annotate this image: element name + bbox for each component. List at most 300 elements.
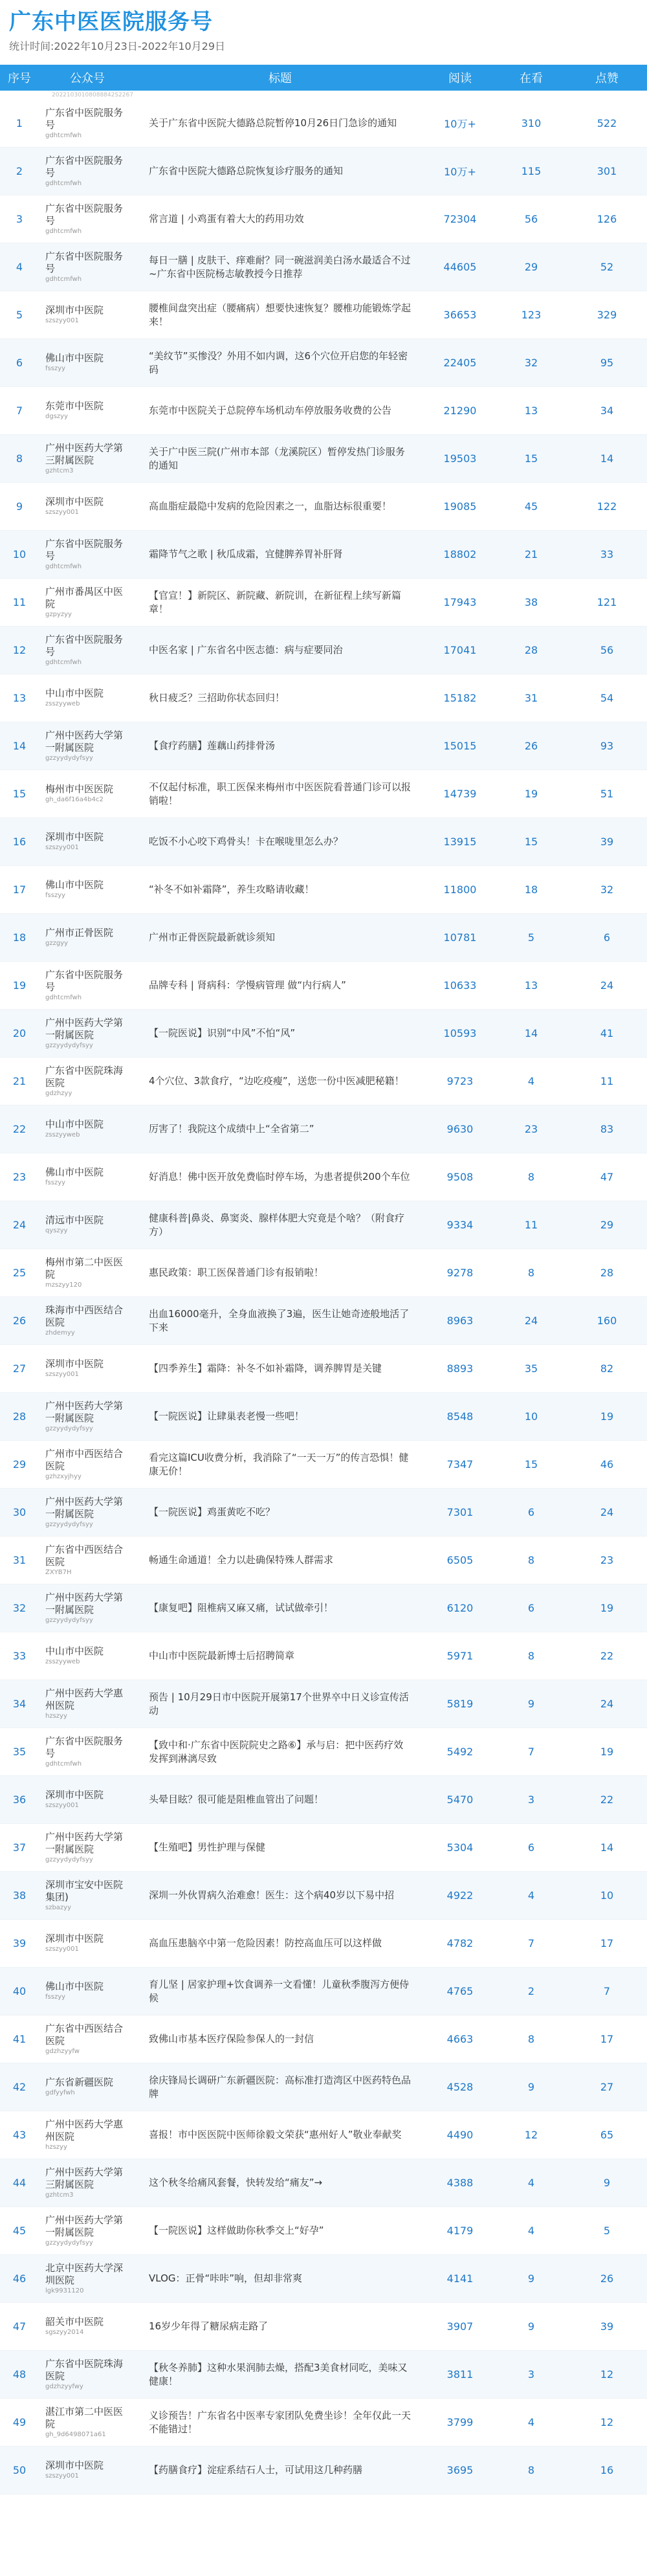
account-name: 广东省中医院服务号 [45, 968, 124, 993]
row-index: 17 [12, 883, 27, 896]
account-id: fsszyy [45, 1993, 66, 2001]
account-cell [39, 927, 136, 948]
row-index: 6 [16, 357, 23, 369]
article-title[interactable]: 4个穴位、3款食疗，“边吃疫瘦”，送您一份中医减肥秘籍！ [149, 1075, 404, 1087]
account-id: gdhtcmfwh [45, 275, 82, 283]
article-title[interactable]: 中医名家 | 广东省名中医志德：病与症要同治 [149, 644, 343, 656]
account-id: zhdemyy [45, 1329, 75, 1337]
account-name: 湛江市第二中医医院 [45, 2405, 124, 2430]
row-index: 28 [12, 1410, 27, 1423]
like-count: 17 [600, 2033, 614, 2045]
row-index: 49 [12, 2416, 27, 2428]
ranking-table [0, 65, 647, 2494]
like-count: 95 [600, 357, 614, 369]
looking-count: 31 [524, 692, 538, 704]
article-title[interactable]: VLOG：正骨“咔咔”响，但却非常爽 [149, 2272, 303, 2284]
article-title[interactable]: 【官宣！】新院区、新院藏、新院训，在新征程上续写新篇章！ [149, 589, 402, 615]
looking-count: 8 [527, 1650, 535, 1662]
read-count: 9630 [446, 1123, 474, 1135]
looking-count: 13 [524, 979, 538, 992]
like-count: 126 [597, 213, 617, 225]
table-row [0, 387, 647, 435]
account-cell [39, 1256, 136, 1290]
looking-count: 10 [524, 1410, 538, 1423]
like-count: 27 [600, 2081, 614, 2093]
account-cell [39, 831, 136, 852]
article-title[interactable]: 广州市正骨医院最新就诊须知 [149, 931, 276, 943]
article-title[interactable]: 【一院医说】让肆巢表老慢一些吧！ [149, 1410, 305, 1422]
account-cell [39, 352, 136, 373]
looking-count: 5 [527, 931, 535, 944]
read-count: 44605 [443, 261, 477, 273]
read-count: 15015 [443, 740, 477, 752]
account-cell [39, 1981, 136, 2002]
account-id: gzzyydydyfsyy [45, 1616, 93, 1624]
read-count: 19503 [443, 452, 477, 465]
looking-count: 4 [527, 2225, 535, 2237]
column-header-index: 序号 [8, 72, 31, 85]
account-cell [39, 203, 136, 236]
table-row [0, 627, 647, 674]
account-id: szszyy001 [45, 317, 79, 324]
account-name: 中山市中医院 [45, 1645, 104, 1657]
like-count: 22 [600, 1793, 614, 1806]
account-cell [39, 2214, 136, 2248]
row-index: 14 [12, 740, 27, 752]
table-row [0, 2399, 647, 2447]
looking-count: 19 [524, 788, 538, 800]
account-name: 广东省中西医结合医院 [45, 2022, 124, 2047]
row-index: 43 [12, 2129, 27, 2141]
account-id: mzszyy120 [45, 1281, 82, 1289]
read-count: 9278 [446, 1267, 474, 1279]
read-count: 10万+ [444, 118, 476, 130]
like-count: 5 [603, 2225, 611, 2237]
article-title[interactable]: 【一院医说】这样做助你秋季交上“好孕” [149, 2225, 324, 2236]
read-count: 3811 [446, 2368, 474, 2381]
account-id: gzzyydydyfsyy [45, 754, 93, 762]
article-title[interactable]: 【四季养生】霜降：补冬不如补霜降，调养脾胃是关键 [149, 1362, 382, 1374]
account-name: 广州市番禺区中医院 [45, 585, 124, 610]
looking-count: 4 [527, 1889, 535, 1902]
row-index: 22 [12, 1123, 27, 1135]
account-id: ZXYB7H [45, 1568, 72, 1576]
account-cell [39, 2358, 136, 2392]
table-row [0, 291, 647, 339]
read-count: 4490 [446, 2129, 474, 2141]
like-count: 16 [600, 2464, 614, 2476]
account-cell [39, 250, 136, 284]
account-cell [39, 1687, 136, 1721]
account-id: fsszyy [45, 1179, 66, 1186]
row-index: 20 [12, 1027, 27, 1039]
looking-count: 23 [524, 1123, 538, 1135]
article-title[interactable]: 16岁少年得了糖尿病走路了 [149, 2320, 269, 2332]
read-count: 13915 [443, 836, 477, 848]
account-cell [39, 729, 136, 763]
table-row [0, 2447, 647, 2494]
account-cell [39, 2316, 136, 2337]
table-row [0, 1968, 647, 2015]
account-id: gzhzxyjhyy [45, 1472, 82, 1480]
account-name: 广州中医药大学第三附属医院 [45, 441, 124, 466]
read-count: 5304 [446, 1841, 474, 1854]
article-title[interactable]: 【生殖吧】男性护理与保健 [149, 1841, 266, 1853]
article-title[interactable]: 致佛山市基本医疗保险参保人的一封信 [149, 2033, 314, 2045]
looking-count: 8 [527, 2464, 535, 2476]
article-title[interactable]: 东莞市中医院关于总院停车场机动车停放服务收费的公告 [149, 405, 392, 416]
read-count: 6505 [446, 1554, 474, 1566]
account-name: 广东省中医院服务号 [45, 106, 124, 131]
table-row [0, 818, 647, 866]
like-count: 28 [600, 1267, 614, 1279]
read-count: 10万+ [444, 166, 476, 178]
looking-count: 24 [524, 1315, 538, 1327]
article-title[interactable]: 关于广中医三院(广州市本部（龙溪院区）暂停发热门诊服务的通知 [149, 445, 405, 471]
article-title[interactable]: 徐庆锋局长调研广东新疆医院：高标准打造湾区中医药特色品牌 [149, 2074, 411, 2100]
row-index: 38 [12, 1889, 27, 1902]
account-cell [39, 969, 136, 1003]
article-title[interactable]: 关于广东省中医院大德路总院暂停10月26日门急诊的通知 [149, 117, 397, 129]
table-row [0, 1153, 647, 1201]
article-title[interactable]: 吃饭不小心咬下鸡骨头！卡在喉咙里怎么办？ [149, 836, 344, 847]
article-title[interactable]: 好消息！佛中医开放免费临时停车场，为患者提供200个车位 [149, 1171, 410, 1183]
account-name: 深圳市中医院 [45, 831, 104, 843]
article-title[interactable]: 深圳一外伙胃病久治难愈！医生：这个病40岁以下易中招 [149, 1889, 395, 1901]
account-id: szszyy001 [45, 1371, 79, 1378]
article-title[interactable]: 中山市中医院最新博士后招聘简章 [149, 1650, 295, 1661]
read-count: 36653 [443, 309, 477, 321]
read-count: 10781 [443, 931, 477, 944]
table-row [0, 2015, 647, 2063]
account-cell [39, 1214, 136, 1236]
account-cell [39, 1879, 136, 1913]
looking-count: 15 [524, 1458, 538, 1471]
looking-count: 15 [524, 452, 538, 465]
article-title[interactable]: 出血16000毫升，全身血液换了3遍，医生让她奇迹般地活了下来 [149, 1307, 410, 1333]
account-name: 东莞市中医院 [45, 400, 104, 412]
looking-count: 21 [524, 548, 538, 561]
read-count: 14739 [443, 788, 477, 800]
looking-count: 13 [524, 405, 538, 417]
looking-count: 9 [527, 2320, 535, 2333]
column-header-looking: 在看 [520, 72, 543, 85]
like-count: 7 [603, 1985, 611, 1997]
table-row [0, 483, 647, 531]
account-cell [39, 1544, 136, 1577]
like-count: 522 [597, 117, 617, 129]
account-id: lgk9931120 [45, 2287, 84, 2294]
like-count: 23 [600, 1554, 614, 1566]
account-id: gzzyydydyfsyy [45, 1425, 93, 1432]
account-name: 中山市中医院 [45, 687, 104, 699]
looking-count: 6 [527, 1602, 535, 1614]
row-index: 3 [16, 213, 23, 225]
table-row [0, 1058, 647, 1105]
like-count: 301 [597, 165, 617, 177]
article-title[interactable]: 【药膳食疗】淀症系结石人士，可试用这几种药膳 [149, 2464, 363, 2476]
like-count: 34 [600, 405, 614, 417]
article-title[interactable]: “补冬不如补霜降”，养生攻略请收藏！ [149, 883, 314, 895]
account-name: 深圳市中医院 [45, 1358, 104, 1370]
account-name: 广州中医药大学第一附属医院 [45, 729, 124, 753]
article-title[interactable]: 看完这篇ICU收费分析，我消除了“一天一万”的传言恐惧！健康无价！ [149, 1451, 409, 1477]
read-count: 21290 [443, 405, 477, 417]
article-title[interactable]: 惠民政策：职工医保普通门诊有报销啦！ [149, 1267, 324, 1278]
table-row [0, 1680, 647, 1728]
account-name: 广东省中医院服务号 [45, 154, 124, 179]
like-count: 33 [600, 548, 614, 561]
table-row [0, 1345, 647, 1393]
looking-count: 35 [524, 1362, 538, 1375]
table-row [0, 1010, 647, 1058]
account-name: 广州中医药大学第一附属医院 [45, 1495, 124, 1520]
row-index: 37 [12, 1841, 27, 1854]
row-index: 33 [12, 1650, 27, 1662]
account-id: hzszyy [45, 1712, 67, 1720]
read-count: 5971 [446, 1650, 474, 1662]
table-row [0, 1105, 647, 1153]
column-header-reads: 阅读 [448, 72, 472, 85]
like-count: 9 [603, 2177, 611, 2189]
read-count: 3907 [446, 2320, 474, 2333]
account-cell [39, 687, 136, 709]
article-title[interactable]: 【食疗药膳】莲藕山药排骨汤 [149, 740, 276, 751]
article-title[interactable]: 【一院医说】识别“中风”不怕“风” [149, 1027, 296, 1039]
table-row [0, 1393, 647, 1441]
row-index: 19 [12, 979, 27, 992]
account-name: 佛山市中医院 [45, 1166, 104, 1178]
account-name: 深圳市宝安中医院集团) [45, 1878, 124, 1903]
account-id: gdhtcmfwh [45, 658, 82, 666]
table-row [0, 339, 647, 387]
article-title[interactable]: 品牌专科 | 肾病科：学慢病管理 做“内行病人” [149, 979, 346, 991]
page-title: 广东中医医院服务号 [9, 9, 213, 35]
account-cell [39, 304, 136, 326]
looking-count: 45 [524, 500, 538, 513]
account-cell [39, 400, 136, 421]
account-name: 深圳市中医院 [45, 1933, 104, 1944]
article-title[interactable]: 厉害了！我院这个成绩中上“全省第二” [149, 1123, 314, 1135]
like-count: 14 [600, 452, 614, 465]
row-index: 2 [16, 165, 23, 177]
looking-count: 38 [524, 596, 538, 608]
account-cell [39, 1400, 136, 1434]
looking-count: 7 [527, 1746, 535, 1758]
account-name: 佛山市中医院 [45, 352, 104, 364]
article-title[interactable]: 头晕目眩？很可能是阻椎血管出了问题！ [149, 1793, 324, 1805]
like-count: 47 [600, 1171, 614, 1183]
account-cell [39, 1735, 136, 1769]
account-id: gzhtcm3 [45, 2191, 74, 2199]
article-title[interactable]: 【康复吧】阻椎病又麻又痛，试试做牵引！ [149, 1602, 334, 1614]
read-count: 10593 [443, 1027, 477, 1039]
looking-count: 4 [527, 2416, 535, 2428]
account-name: 广州中医药大学第三附属医院 [45, 2166, 124, 2190]
account-name: 韶关市中医院 [45, 2316, 104, 2327]
article-title[interactable]: 秋日疲乏？三招助你状态回归！ [149, 692, 285, 704]
row-index: 4 [16, 261, 23, 273]
account-id: gdzhzyyfw [45, 2047, 80, 2055]
article-title[interactable]: “美纹节”买惨没？外用不如内调，这6个穴位开启您的年轻密码 [149, 350, 408, 375]
like-count: 46 [600, 1458, 614, 1471]
table-row [0, 243, 647, 291]
row-index: 45 [12, 2225, 27, 2237]
account-name: 深圳市中医院 [45, 496, 104, 507]
table-row [0, 962, 647, 1010]
account-id: gzhtcm3 [45, 467, 74, 474]
like-count: 14 [600, 1841, 614, 1854]
account-name: 广东省新疆医院 [45, 2076, 114, 2088]
like-count: 54 [600, 692, 614, 704]
article-title[interactable]: 不仅起付标准，职工医保来梅州市中医医院看普通门诊可以报销啦！ [149, 781, 411, 806]
article-title[interactable]: 高血压患脑卒中第一危险因素！防控高血压可以这样做 [149, 1937, 382, 1949]
account-name: 广州中医药大学第一附属医院 [45, 1399, 124, 1424]
account-cell [39, 442, 136, 476]
table-row [0, 435, 647, 483]
like-count: 17 [600, 1937, 614, 1949]
account-id: fsszyy [45, 892, 66, 899]
account-id: gdhtcmfwh [45, 131, 82, 139]
account-cell [39, 1017, 136, 1050]
row-index: 13 [12, 692, 27, 704]
read-count: 4663 [446, 2033, 474, 2045]
account-name: 广东省中西医结合医院 [45, 1543, 124, 1568]
read-count: 9723 [446, 1075, 474, 1087]
account-name: 广东省中医院服务号 [45, 633, 124, 658]
read-count: 7301 [446, 1506, 474, 1518]
article-title[interactable]: 畅通生命通道！全力以赴确保特殊人群需求 [149, 1554, 334, 1566]
looking-count: 15 [524, 836, 538, 848]
account-cell [39, 2262, 136, 2296]
read-count: 8963 [446, 1315, 474, 1327]
account-id: szbazyy [45, 1904, 72, 1911]
column-header-title: 标题 [269, 72, 292, 85]
read-count: 19085 [443, 500, 477, 513]
article-title[interactable]: 每日一膳 | 皮肤干、痒难耐？同一碗滋润美白汤水最适合不过~广东省中医院杨志敏教授今日推荐 [149, 254, 411, 280]
account-name: 中山市中医院 [45, 1118, 104, 1130]
account-id: sgszyy2014 [45, 2329, 84, 2336]
row-index: 29 [12, 1458, 27, 1471]
column-header-likes: 点赞 [595, 72, 619, 85]
like-count: 329 [597, 309, 617, 321]
article-title[interactable]: 【秋冬养肺】这种水果润肺去燥，搭配3美食材同吃，美味又健康！ [149, 2361, 408, 2387]
account-name: 深圳市中医院 [45, 2459, 104, 2471]
account-cell [39, 2076, 136, 2098]
article-title[interactable]: 喜报！市中医医院中医师徐毅文荣获“惠州好人”敬业奉献奖 [149, 2129, 402, 2140]
table-row [0, 100, 647, 148]
account-cell [39, 1831, 136, 1865]
article-title[interactable]: 健康科普|鼻炎、鼻窦炎、腺样体肥大究竟是个啥？（附食疗方） [149, 1212, 405, 1238]
looking-count: 28 [524, 644, 538, 656]
account-name: 清远市中医院 [45, 1214, 104, 1226]
read-count: 17041 [443, 644, 477, 656]
looking-count: 8 [527, 1267, 535, 1279]
like-count: 41 [600, 1027, 614, 1039]
looking-count: 310 [521, 117, 542, 129]
article-title[interactable]: 腰椎间盘突出症（腰痛病）想要快速恢复？腰椎功能锻炼学起来！ [149, 302, 411, 328]
article-title[interactable]: 义诊预告！广东省名中医率专家团队免费坐诊！全年仅此一天不能错过！ [149, 2409, 411, 2435]
account-cell [39, 1065, 136, 1098]
article-title[interactable]: 预告 | 10月29日市中医院开展第17个世界卒中日义诊宣传活动 [149, 1691, 409, 1716]
read-count: 3799 [446, 2416, 474, 2428]
like-count: 19 [600, 1410, 614, 1423]
account-cell [39, 1645, 136, 1667]
table-row [0, 914, 647, 962]
account-cell [39, 496, 136, 517]
account-cell [39, 2023, 136, 2056]
account-id: szszyy001 [45, 844, 79, 851]
account-name: 广州中医药大学第一附属医院 [45, 2214, 124, 2238]
article-title[interactable]: 【一院医说】鸡蛋黄吃不吃？ [149, 1506, 276, 1518]
article-title[interactable]: 这个秋冬给痛风套餐，快转发给“痛友”→ [149, 2177, 323, 2188]
like-count: 10 [600, 1889, 614, 1902]
article-title[interactable]: 高血脂症最隐中发病的危险因素之一，血脂达标很重要！ [149, 500, 392, 512]
like-count: 39 [600, 836, 614, 848]
account-cell [39, 1933, 136, 1954]
row-index: 7 [16, 405, 23, 417]
account-cell [39, 2406, 136, 2439]
like-count: 26 [600, 2272, 614, 2285]
read-count: 4782 [446, 1937, 474, 1949]
column-header-account: 公众号 [70, 72, 105, 85]
account-name: 佛山市中医院 [45, 1981, 104, 1992]
like-count: 83 [600, 1123, 614, 1135]
looking-count: 14 [524, 1027, 538, 1039]
account-id: hzszyy [45, 2143, 67, 2151]
table-row [0, 531, 647, 579]
article-title[interactable]: 霜降节气之歌 | 秋瓜成霜，宜健脾养胃补肝肾 [149, 548, 343, 560]
looking-count: 3 [527, 1793, 535, 1806]
account-name: 广州中医药大学惠州医院 [45, 2118, 124, 2142]
row-index: 18 [12, 931, 27, 944]
account-cell [39, 1304, 136, 1338]
account-name: 广州中医药大学惠州医院 [45, 1687, 124, 1711]
account-name: 深圳市中医院 [45, 1789, 104, 1801]
account-name: 梅州市第二中医医院 [45, 1256, 124, 1280]
looking-count: 32 [524, 357, 538, 369]
table-row [0, 1920, 647, 1968]
article-title[interactable]: 广东省中医院大德路总院恢复诊疗服务的通知 [149, 165, 344, 177]
looking-count: 8 [527, 2033, 535, 2045]
table-row [0, 1489, 647, 1537]
table-row [0, 2063, 647, 2111]
account-cell [39, 1358, 136, 1379]
table-row [0, 1776, 647, 1824]
row-index: 11 [12, 596, 27, 608]
table-header [0, 65, 647, 91]
read-count: 4179 [446, 2225, 474, 2237]
article-title[interactable]: 常言道 | 小鸡蛋有着大大的药用功效 [149, 213, 304, 225]
article-title[interactable]: 【致中和·广东省中医院院史之路⑥】承与启：把中医药疗效发挥到淋漓尽致 [149, 1738, 404, 1764]
article-title[interactable]: 育儿坚 | 居家护理+饮食调养一文看懂！儿童秋季腹泻方便侍候 [149, 1978, 410, 2004]
account-id: gdfyyfwh [45, 2089, 75, 2096]
account-id: gzzyydydyfsyy [45, 1520, 93, 1528]
looking-count: 2 [527, 1985, 535, 1997]
account-cell [39, 2118, 136, 2152]
account-name: 广东省中医院珠海医院 [45, 1064, 124, 1089]
table-row [0, 1632, 647, 1680]
like-count: 11 [600, 1075, 614, 1087]
read-count: 6120 [446, 1602, 474, 1614]
row-index: 47 [12, 2320, 27, 2333]
account-id: gh_9d6498071a61 [45, 2430, 106, 2438]
table-row [0, 2207, 647, 2255]
looking-count: 12 [524, 2129, 538, 2141]
report-header [0, 0, 647, 65]
account-id: gzzyydydyfsyy [45, 1041, 93, 1049]
like-count: 32 [600, 883, 614, 896]
